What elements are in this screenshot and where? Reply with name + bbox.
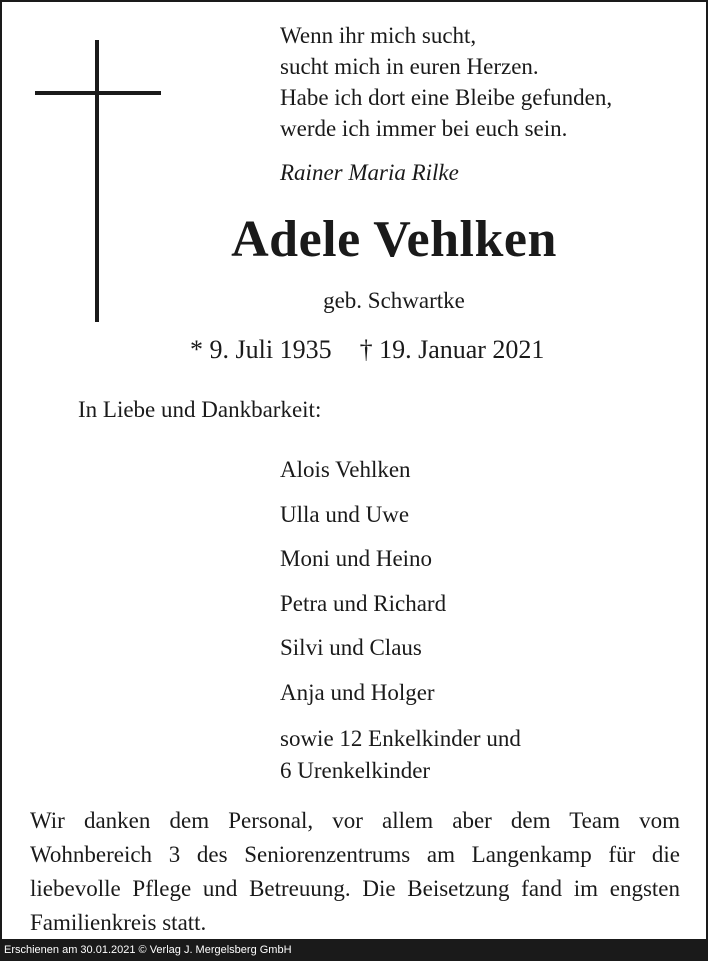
- birth-date: * 9. Juli 1935: [190, 335, 332, 364]
- poem-author: Rainer Maria Rilke: [280, 160, 459, 185]
- poem-line: Habe ich dort eine Bleibe gefunden,: [280, 85, 613, 110]
- birth-name: geb. Schwartke: [323, 288, 465, 313]
- closing-text: Wir danken dem Personal, vor allem aber dem Team vom Wohnbereich 3 des Seniorenzentrums am Langenkamp für die liebevolle Pflege und Betreuung. Die Beisetzung fand im engsten Familienkreis statt.: [30, 808, 680, 935]
- poem-line: Wenn ihr mich sucht,: [280, 23, 477, 48]
- grandchildren-line: sowie 12 Enkelkinder und: [280, 726, 521, 751]
- poem: [280, 20, 612, 144]
- cross-vertical-bar: [95, 40, 99, 322]
- list-item: Anja und Holger: [280, 679, 435, 705]
- mourners-list: [280, 456, 521, 787]
- cross-horizontal-bar: [35, 91, 161, 95]
- death-date: † 19. Januar 2021: [359, 335, 545, 364]
- great-grandchildren-line: 6 Urenkelkinder: [280, 758, 431, 783]
- list-item: Petra und Richard: [280, 590, 447, 616]
- list-item: Moni und Heino: [280, 546, 433, 571]
- deceased-name: Adele Vehlken: [231, 211, 557, 268]
- list-item: Ulla und Uwe: [280, 501, 410, 527]
- publication-footer: Erschienen am 30.01.2021 © Verlag J. Mergelsberg GmbH: [0, 939, 708, 961]
- poem-line: werde ich immer bei euch sein.: [280, 116, 568, 141]
- poem-line: sucht mich in euren Herzen.: [280, 54, 539, 79]
- mourners-intro: In Liebe und Dankbarkeit:: [78, 397, 322, 422]
- list-item: Alois Vehlken: [280, 457, 411, 482]
- life-dates: [190, 335, 544, 365]
- list-item: Silvi und Claus: [280, 635, 422, 660]
